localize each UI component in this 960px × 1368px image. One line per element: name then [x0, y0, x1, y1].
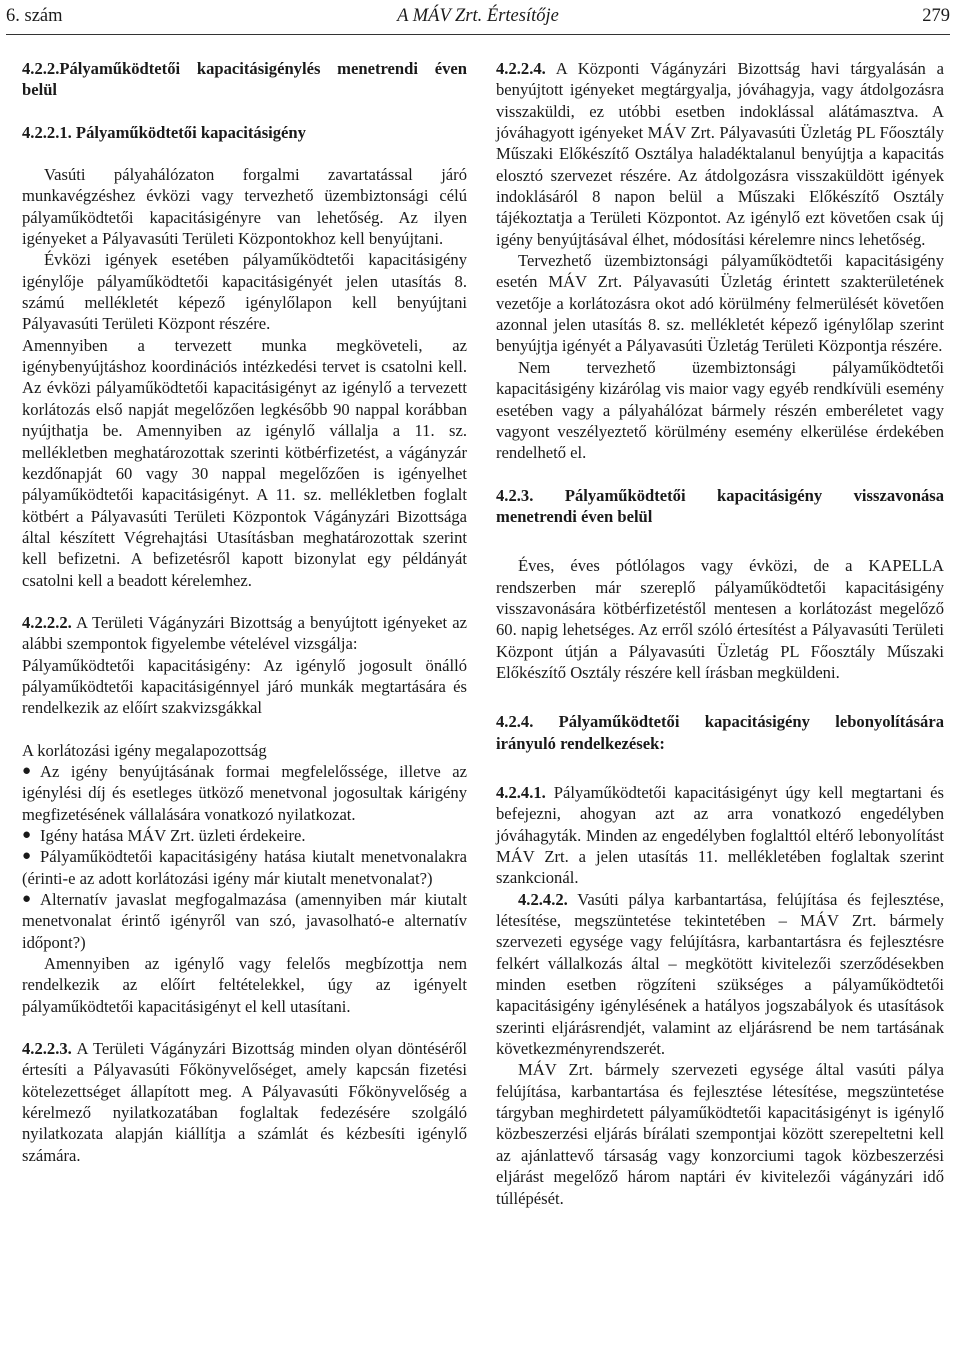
- page-header: [6, 2, 950, 35]
- paragraph-text: Vasúti pálya karbantartása, felújítása és fejlesztése, létesítése, megszüntetése tekintetében – MÁV Zrt. bármely szervezeti egysége vagy felújításra, karbantartásra és fejlesztésre felkért vállalkozás által – megkötött kivitelezői szerződésekben minden esetben rögzíteni szükséges a pályaműködtetői kapacitásigény igénylésének a hatályos jogszabályok és utasítások szerinti eljárásrendjét, valamint az eljárásrend be nem tartásának következményrendszerét.: [496, 889, 944, 1059]
- paragraph-4-2-2-4: [496, 58, 944, 250]
- section-heading-4-2-2: 4.2.2.Pályaműködtetői kapacitásigénylés menetrendi éven belül: [22, 59, 467, 100]
- paragraph: Évközi igények esetében pályaműködtetői kapacitásigény igénylője pályaműködtetői kapacitásigényét jelen utasítás 8. számú mellékletét képező igénylőlapon kell benyújtani Pályavasúti Területi Központ részére.: [22, 250, 467, 334]
- paragraph-4-2-4-2: [496, 889, 944, 1060]
- paragraph-4-2-2-3: [22, 1038, 467, 1166]
- paragraph-text: A Területi Vágányzári Bizottság a benyújtott igényeket az alábbi szempontok figyelembe vételével vizsgálja:: [22, 612, 467, 654]
- bullet-icon: ●: [22, 848, 32, 865]
- list-item: [22, 825, 467, 846]
- list-item: [22, 889, 467, 953]
- paragraph: Éves, éves pótlólagos vagy évközi, de a KAPELLA rendszerben már szereplő pályaműködtetői kapacitásigény visszavonására kötbérfizetéstől mentesen a korlátozást megelőző 60. napig lehetséges. Az erről szóló értesítést a Pályavasúti Területi Központ útján a Pályavasúti Üzletág PL Főosztály Műszaki Előkészítő Osztály részére kell írásban megküldeni.: [496, 556, 944, 682]
- paragraph: Pályaműködtetői kapacitásigény: Az igénylő jogosult önálló pályaműködtetői kapacitásigénnyel járó munkák megtartására és rendelkezik az előírt szakvizsgákkal: [22, 655, 467, 718]
- publication-title: A MÁV Zrt. Értesítője: [397, 6, 559, 26]
- paragraph-text: A Központi Vágányzári Bizottság havi tárgyalásán a benyújtott igényeket megtárgyalja, jóváhagyja, vagy átdolgozásra visszaküldi, ez utóbbi esetben indoklással alátámasztva. A jóváhagyott igényeket MÁV Zrt. Pályavasúti Üzletág PL Főosztály Műszaki Előkészítő Osztálya haladéktalanul benyújtja a kapacitás elosztó szervezet részére. Az átdolgozásra visszaküldött igények indoklásáról 8 napon belül a Műszaki Előkészítő Osztály tájékoztatja a Területi Központot. Az igénylő ezt követően csak új igény benyújtásával élhet, módosítási kérelemre nincs lehetőség.: [496, 59, 944, 249]
- paragraph-number: 4.2.2.2.: [22, 612, 72, 632]
- issue-number: 6. szám: [6, 6, 63, 26]
- list-item-text: Igény hatása MÁV Zrt. üzleti érdekeire.: [40, 826, 306, 845]
- paragraph-4-2-2-2: [22, 612, 467, 655]
- list-item: [22, 761, 467, 825]
- paragraph: Amennyiben a tervezett munka megköveteli, az igénybenyújtáshoz koordinációs intézkedési tervet is csatolni kell. Az évközi pályaműködtetői kapacitásigényt az igénylő a tervezett korlátozás első napját megelőzően legkésőbb 90 nappal korábban nyújthatja be. Amennyiben az igénylő vállalja a 11. sz. mellékletben meghatározottak szerinti kötbérfizetést, a vágányzár kezdőnapját 60 vagy 30 nappal megelőzően is igényelhet pályaműködtetői kapacitásigényt. A 11. sz. mellékletben foglalt kötbért a Pályavasúti Területi Központok Vágányzári Bizottsága által készített Végrehajtási Utasításban meghatározottak szerint kell befizetni. A befizetésről kapott bizonylat egy példányát csatolni kell a beadott kérelemhez.: [22, 335, 467, 590]
- paragraph: Vasúti pályahálózaton forgalmi zavartatással járó munkavégzéshez évközi vagy tervezhető üzembiztonsági célú pályaműködtetői kapacitásigényre van lehetőség. Az ilyen igényeket a Pályavasúti Területi Központokhoz kell benyújtani.: [22, 165, 467, 249]
- section-heading-4-2-2-1: 4.2.2.1. Pályaműködtetői kapacitásigény: [22, 122, 306, 142]
- paragraph-text: A Területi Vágányzári Bizottság minden olyan döntéséről értesíti a Pályavasúti Főkönyvelőséget, amely kapcsán fizetési kötelezettséget állapított meg. A Pályavasúti Főkönyvelőség a kérelmező nyilatkozatában foglaltak fedezésére szolgáló nyilatkozata alapján kiállítja a számlát és kézbesíti igénylő számára.: [22, 1039, 467, 1165]
- paragraph-4-2-4-1: [496, 782, 944, 889]
- paragraph-number: 4.2.4.2.: [518, 889, 568, 909]
- paragraph-number: 4.2.2.3.: [22, 1039, 72, 1059]
- list-item-text: Alternatív javaslat megfogalmazása (amennyiben már kiutalt menetvonalat érintő igényről van szó, javasolható-e alternatív időpont?): [22, 890, 467, 952]
- list-item-text: Pályaműködtetői kapacitásigény hatása kiutalt menetvonalakra (érinti-e az adott korlátozási igény már kiutalt menetvonalat?): [22, 847, 467, 888]
- section-heading-4-2-3: 4.2.3. Pályaműködtetői kapacitásigény visszavonása menetrendi éven belül: [496, 485, 944, 526]
- bullet-icon: ●: [22, 762, 32, 779]
- paragraph: Amennyiben az igénylő vagy felelős megbízottja nem rendelkezik az előírt feltételekkel, úgy az igényelt pályaműködtetői kapacitásigényt el kell utasítani.: [22, 954, 467, 1016]
- paragraph-number: 4.2.2.4.: [496, 59, 546, 78]
- list-item: [22, 846, 467, 889]
- left-column: [22, 58, 467, 1166]
- paragraph: Tervezhető üzembiztonsági pályaműködtetői kapacitásigény esetén MÁV Zrt. Pályavasúti Üzletág érintett szakterületének vezetője a korlátozásra okot adó körülmény felmerülését követően azonnal jelen utasítás 8. sz. mellékletét képező igénylőlap szerint benyújtja igényét a Pályavasúti Üzletág Területi Központja részére.: [496, 251, 944, 356]
- paragraph: Nem tervezhető üzembiztonsági pályaműködtetői kapacitásigény kizárólag vis maior vagy egyéb rendkívüli esemény esetében vagy a pályahálózat bármely részén emberéletet vagy vagyont veszélyeztető körülmény esemény elkerülése érdekében rendelhető el.: [496, 357, 944, 463]
- bullet-icon: ●: [22, 891, 32, 908]
- list-item-text: Az igény benyújtásának formai megfelelőssége, illetve az igénylési díj és esetleges ütköző menetvonal jogosultak kárigény megfizetésének vállalására vonatkozó nyilatkozat.: [22, 761, 467, 824]
- section-heading-4-2-4: 4.2.4. Pályaműködtetői kapacitásigény lebonyolítására irányuló rendelkezések:: [496, 712, 944, 753]
- paragraph-text: Pályaműködtetői kapacitásigényt úgy kell megtartani és befejezni, ahogyan azt az arra vonatkozó engedélyben jóváhagyták. Minden az engedélyben foglalttól eltérő lebonyolítást MÁV Zrt. a jelen utasítás 11. mellékletében foglaltak szerint szankcionál.: [496, 782, 944, 888]
- right-column: [496, 58, 944, 1209]
- bullet-icon: ●: [22, 827, 32, 843]
- paragraph-number: 4.2.4.1.: [496, 782, 546, 802]
- paragraph: A korlátozási igény megalapozottság: [22, 740, 267, 760]
- paragraph: MÁV Zrt. bármely szervezeti egysége által vasúti pálya felújítása, karbantartása és fejlesztése létesítése, megszüntetése tárgyban meghirdetett pályaműködtetői kapacitásigényt is igénylő közbeszerzési eljárás bírálati szempontjai között szerepeltetni kell az ajánlattevő társaság vagy konzorciumi tagok közbeszerzési eljárást megelőző három naptári év kivitelezői vágányzári idő túllépését.: [496, 1060, 944, 1208]
- page-number: 279: [922, 6, 950, 26]
